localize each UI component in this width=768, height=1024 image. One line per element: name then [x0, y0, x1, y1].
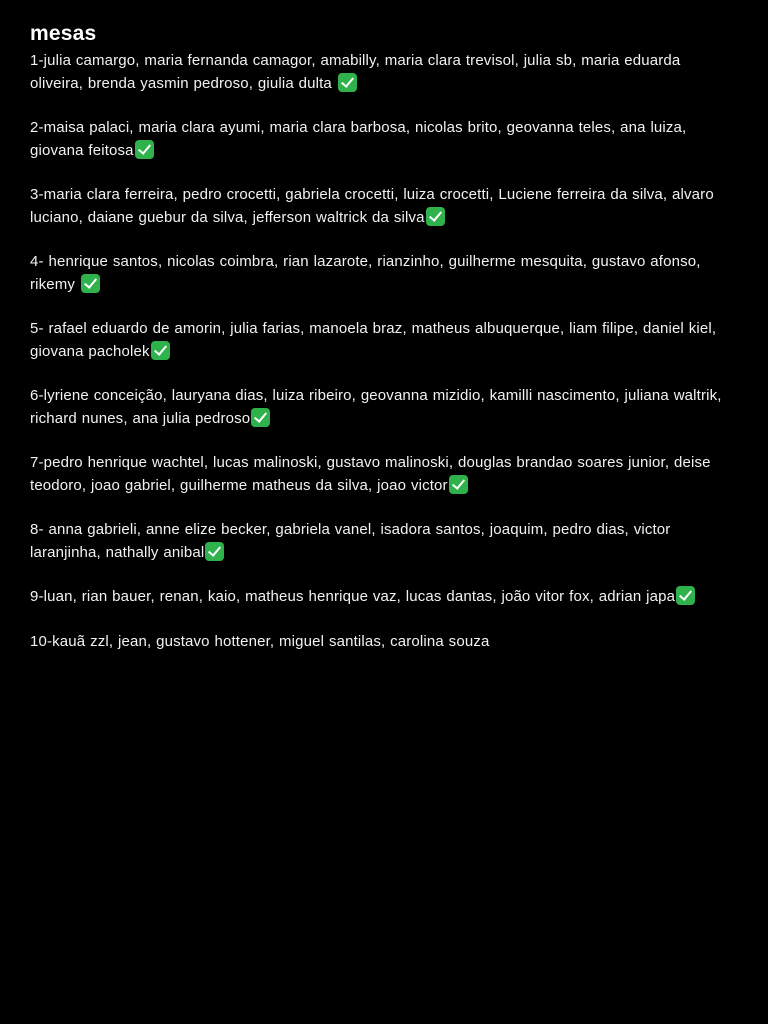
entry-text: 10-kauã zzl, jean, gustavo hottener, miguel santilas, carolina souza: [30, 632, 490, 650]
check-mark-button-icon: [135, 140, 154, 159]
table-entry-5: [30, 318, 738, 363]
entry-text: 7-pedro henrique wachtel, lucas malinoski, gustavo malinoski, douglas brandao soares junior, deise teodoro, joao gabriel, guilherme matheus da silva, joao victor: [30, 454, 711, 494]
table-entry-2: [30, 117, 738, 162]
table-entry-9: [30, 586, 738, 609]
entry-text: 5- rafael eduardo de amorin, julia farias, manoela braz, matheus albuquerque, liam filipe, daniel kiel, giovana pacholek: [30, 320, 717, 360]
entry-text: 9-luan, rian bauer, renan, kaio, matheus henrique vaz, lucas dantas, joão vitor fox, adrian japa: [30, 588, 676, 605]
check-mark-button-icon: [81, 274, 100, 293]
check-mark-button-icon: [426, 207, 445, 226]
table-entry-10: [30, 631, 738, 654]
check-mark-button-icon: [338, 73, 357, 92]
entry-text: 3-maria clara ferreira, pedro crocetti, gabriela crocetti, luiza crocetti, Luciene ferreira da silva, alvaro luciano, daiane guebur da silva, jefferson waltrick da silva: [30, 186, 714, 226]
entry-text: 6-lyriene conceição, lauryana dias, luiza ribeiro, geovanna mizidio, kamilli nascimento, juliana waltrik, richard nunes, ana julia pedroso: [30, 387, 722, 427]
table-entry-3: [30, 184, 738, 229]
entry-text: 2-maisa palaci, maria clara ayumi, maria clara barbosa, nicolas brito, geovanna teles, ana luiza, giovana feitosa: [30, 119, 687, 159]
table-entry-1: [30, 50, 738, 95]
table-entry-6: [30, 385, 738, 430]
check-mark-button-icon: [449, 475, 468, 494]
note-title: mesas: [30, 22, 97, 45]
table-entry-4: [30, 251, 738, 296]
entry-text: 4- henrique santos, nicolas coimbra, rian lazarote, rianzinho, guilherme mesquita, gustavo afonso, rikemy: [30, 253, 701, 293]
check-mark-button-icon: [205, 542, 224, 561]
check-mark-button-icon: [151, 341, 170, 360]
table-entry-8: [30, 519, 738, 564]
entry-text: 1-julia camargo, maria fernanda camagor, amabilly, maria clara trevisol, julia sb, maria eduarda oliveira, brenda yasmin pedroso, giulia dulta: [30, 52, 681, 92]
check-mark-button-icon: [251, 408, 270, 427]
entry-text: 8- anna gabrieli, anne elize becker, gabriela vanel, isadora santos, joaquim, pedro dias, victor laranjinha, nathally anibal: [30, 521, 671, 561]
check-mark-button-icon: [676, 586, 695, 605]
table-entry-7: [30, 452, 738, 497]
